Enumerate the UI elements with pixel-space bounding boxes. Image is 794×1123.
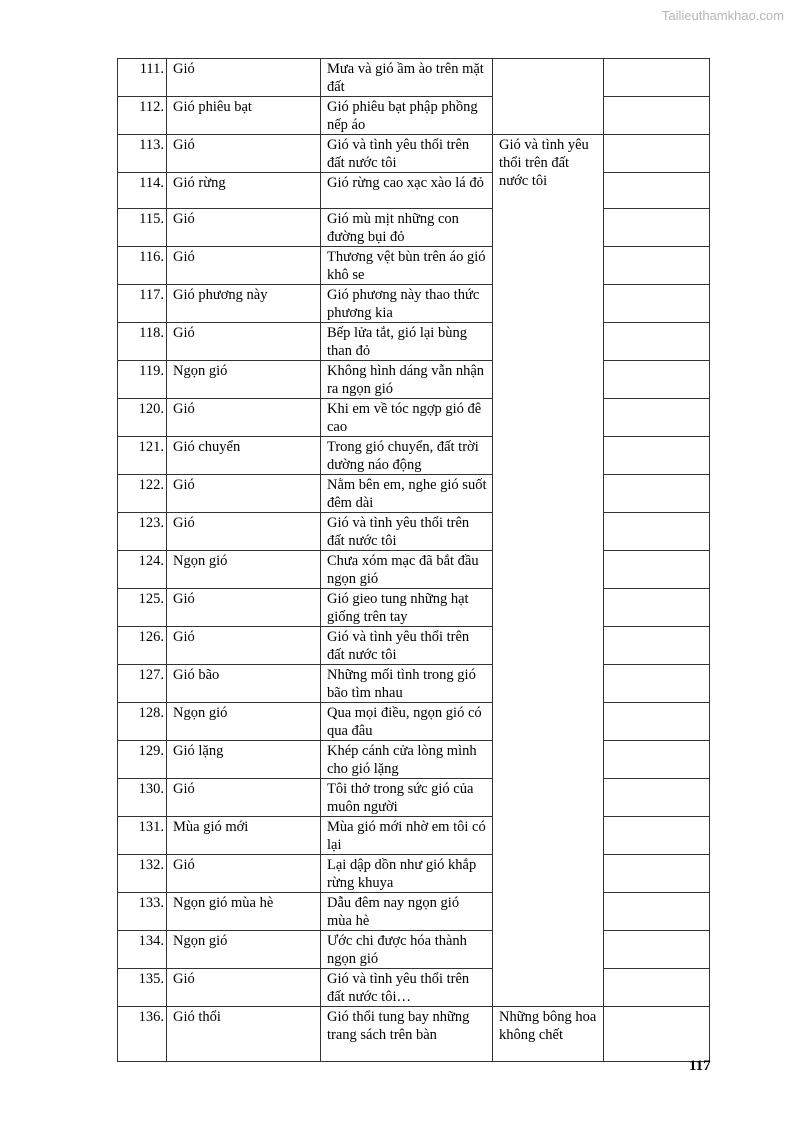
word-cell: Gió [167,399,321,437]
table-row [118,475,710,513]
context-cell: Tôi thở trong sức gió của muôn người [321,779,493,817]
context-cell: Dẫu đêm nay ngọn gió mùa hè [321,893,493,931]
context-cell: Gió phiêu bạt phập phồng nếp áo [321,97,493,135]
row-number: 135. [118,969,167,1007]
word-cell: Mùa gió mới [167,817,321,855]
word-cell: Gió [167,855,321,893]
table-row [118,589,710,627]
note-cell [604,475,710,513]
word-cell: Gió [167,323,321,361]
note-cell [604,437,710,475]
table-row [118,855,710,893]
table-row [118,173,710,209]
word-cell: Gió thổi [167,1007,321,1062]
note-cell [604,285,710,323]
word-cell: Gió [167,779,321,817]
note-cell [604,513,710,551]
row-number: 119. [118,361,167,399]
table-row [118,59,710,97]
watermark: Tailieuthamkhao.com [661,8,784,23]
row-number: 132. [118,855,167,893]
table-row [118,931,710,969]
word-cell: Gió [167,135,321,173]
context-cell: Gió và tình yêu thổi trên đất nước tôi [321,627,493,665]
word-cell: Gió rừng [167,173,321,209]
note-cell [604,399,710,437]
note-cell [604,779,710,817]
table-row [118,779,710,817]
row-number: 123. [118,513,167,551]
table-row [118,97,710,135]
note-cell [604,589,710,627]
context-cell: Gió phương này thao thức phương kia [321,285,493,323]
word-cell: Gió phiêu bạt [167,97,321,135]
row-number: 130. [118,779,167,817]
context-cell: Trong gió chuyển, đất trời dường náo động [321,437,493,475]
row-number: 120. [118,399,167,437]
row-number: 125. [118,589,167,627]
row-number: 134. [118,931,167,969]
row-number: 133. [118,893,167,931]
word-cell: Gió bão [167,665,321,703]
note-cell [604,173,710,209]
table-row [118,361,710,399]
context-cell: Những mối tình trong gió bão tìm nhau [321,665,493,703]
context-cell: Gió gieo tung những hạt giống trên tay [321,589,493,627]
row-number: 117. [118,285,167,323]
context-cell: Khi em về tóc ngợp gió đê cao [321,399,493,437]
table-row [118,399,710,437]
context-cell: Gió và tình yêu thổi trên đất nước tôi [321,513,493,551]
context-cell: Gió rừng cao xạc xào lá đỏ [321,173,493,209]
row-number: 127. [118,665,167,703]
note-cell [604,703,710,741]
note-cell [604,931,710,969]
word-cell: Gió lặng [167,741,321,779]
table-row [118,817,710,855]
context-cell: Gió và tình yêu thổi trên đất nước tôi [321,135,493,173]
note-cell [604,361,710,399]
context-cell: Mùa gió mới nhờ em tôi có lại [321,817,493,855]
note-cell [604,323,710,361]
word-cell: Gió phương này [167,285,321,323]
note-cell [604,665,710,703]
context-cell: Bếp lửa tắt, gió lại bùng than đỏ [321,323,493,361]
word-cell: Ngọn gió [167,551,321,589]
table-row [118,893,710,931]
context-cell: Gió thổi tung bay những trang sách trên bàn [321,1007,493,1062]
row-number: 128. [118,703,167,741]
word-cell: Gió [167,475,321,513]
word-cell: Ngọn gió [167,361,321,399]
context-cell: Qua mọi điều, ngọn gió có qua đâu [321,703,493,741]
note-cell [604,247,710,285]
note-cell [604,741,710,779]
word-cell: Gió chuyển [167,437,321,475]
word-cell: Gió [167,627,321,665]
note-cell [604,817,710,855]
table-row [118,323,710,361]
context-cell: Lại dập dồn như gió khắp rừng khuya [321,855,493,893]
context-cell: Khép cánh cửa lòng mình cho gió lặng [321,741,493,779]
table-row [118,627,710,665]
row-number: 118. [118,323,167,361]
row-number: 129. [118,741,167,779]
context-cell: Mưa và gió ầm ào trên mặt đất [321,59,493,97]
source-cell: Những bông hoa không chết [493,1007,604,1062]
context-cell: Gió và tình yêu thổi trên đất nước tôi… [321,969,493,1007]
row-number: 131. [118,817,167,855]
source-cell: Gió và tình yêu thổi trên đất nước tôi [493,135,604,1007]
word-cell: Gió [167,969,321,1007]
row-number: 121. [118,437,167,475]
page-number: 117 [689,1058,711,1074]
table-row [118,437,710,475]
note-cell [604,209,710,247]
note-cell [604,969,710,1007]
table-row [118,513,710,551]
word-cell: Gió [167,59,321,97]
note-cell [604,1007,710,1062]
table-row [118,665,710,703]
table-row [118,285,710,323]
row-number: 122. [118,475,167,513]
word-cell: Gió [167,247,321,285]
context-cell: Không hình dáng vẫn nhận ra ngọn gió [321,361,493,399]
context-cell: Thương vệt bùn trên áo gió khô se [321,247,493,285]
word-cell: Gió [167,513,321,551]
context-cell: Chưa xóm mạc đã bắt đầu ngọn gió [321,551,493,589]
context-cell: Gió mù mịt những con đường bụi đỏ [321,209,493,247]
word-cell: Gió [167,589,321,627]
note-cell [604,855,710,893]
note-cell [604,135,710,173]
note-cell [604,551,710,589]
table-row [118,703,710,741]
context-cell: Nằm bên em, nghe gió suốt đêm dài [321,475,493,513]
row-number: 116. [118,247,167,285]
table-row [118,1007,710,1062]
table-row [118,209,710,247]
table-row [118,551,710,589]
note-cell [604,59,710,97]
row-number: 136. [118,1007,167,1062]
row-number: 113. [118,135,167,173]
row-number: 115. [118,209,167,247]
source-cell [493,59,604,135]
context-cell: Ước chi được hóa thành ngọn gió [321,931,493,969]
row-number: 114. [118,173,167,209]
row-number: 126. [118,627,167,665]
vocabulary-table [117,58,710,1062]
table-row [118,969,710,1007]
table-row [118,741,710,779]
row-number: 112. [118,97,167,135]
word-cell: Gió [167,209,321,247]
row-number: 111. [118,59,167,97]
word-cell: Ngọn gió [167,931,321,969]
row-number: 124. [118,551,167,589]
word-cell: Ngọn gió [167,703,321,741]
note-cell [604,627,710,665]
table-row [118,135,710,173]
word-cell: Ngọn gió mùa hè [167,893,321,931]
note-cell [604,97,710,135]
table-row [118,247,710,285]
note-cell [604,893,710,931]
